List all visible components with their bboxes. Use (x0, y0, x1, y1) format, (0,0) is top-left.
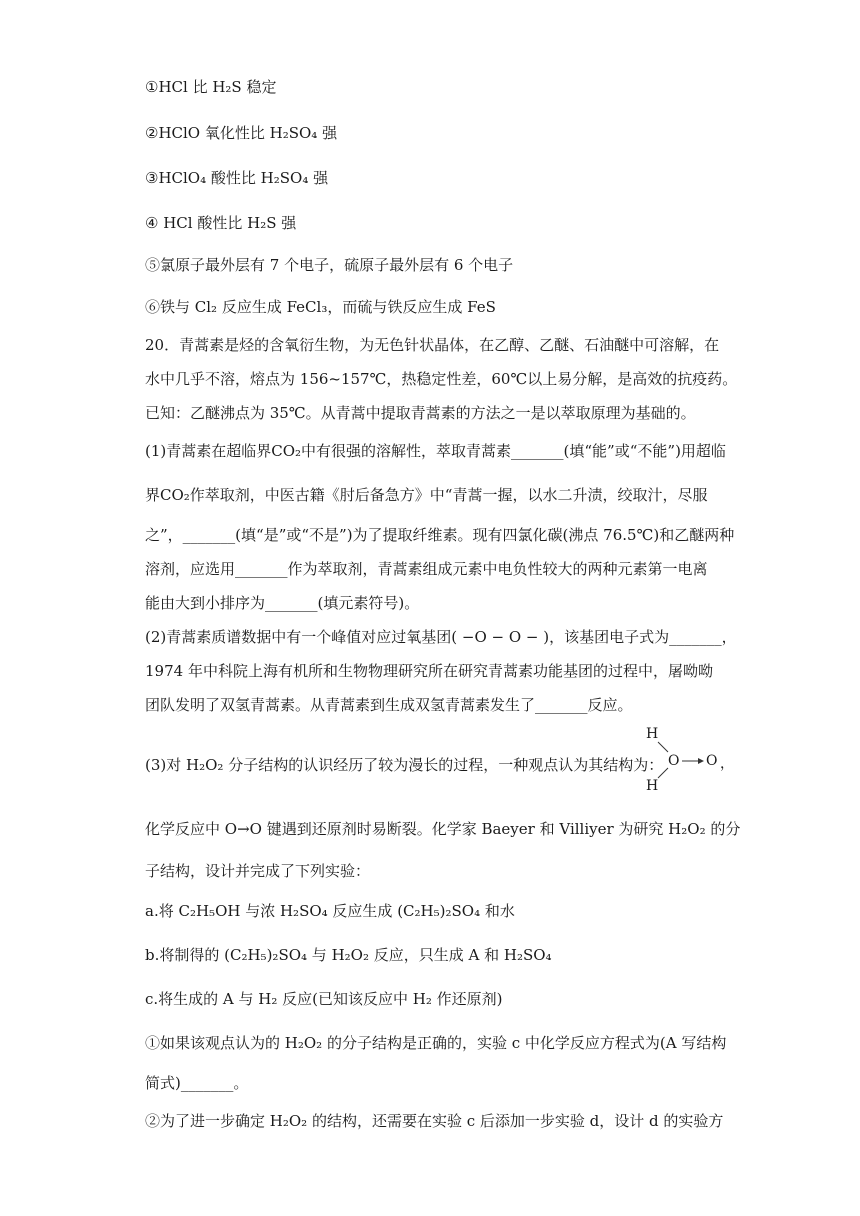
question-20-stem-line-3: 已知：乙醚沸点为 35℃。从青蒿中提取青蒿素的方法之一是以萃取原理为基础的。 (145, 404, 696, 422)
structure-o-left: O (668, 753, 680, 769)
question-20-stem-line-1: 20．青蒿素是烃的含氧衍生物，为无色针状晶体，在乙醇、乙醚、石油醚中可溶解，在 (145, 336, 720, 354)
h2o2-structure-diagram (640, 726, 734, 798)
part-2-line-2: 1974 年中科院上海有机所和生物物理研究所在研究青蒿素功能基团的过程中，屠呦呦 (145, 662, 713, 680)
experiment-b: b.将制得的 (C₂H₅)₂SO₄ 与 H₂O₂ 反应，只生成 A 和 H₂SO₄ (145, 946, 552, 964)
subquestion-1-line-2: 简式)_______。 (145, 1074, 249, 1092)
option-3: ③HClO₄ 酸性比 H₂SO₄ 强 (145, 169, 329, 187)
part-3-line-1: (3)对 H₂O₂ 分子结构的认识经历了较为漫长的过程，一种观点认为其结构为： (145, 756, 664, 774)
part-1-line-4: 溶剂，应选用_______作为萃取剂，青蒿素组成元素中电负性较大的两种元素第一电离 (145, 560, 708, 578)
part-3-line-2: 化学反应中 O→O 键遇到还原剂时易断裂。化学家 Baeyer 和 Villiyer 为研究 H₂O₂ 的分 (145, 820, 741, 838)
part-3-line-3: 子结构，设计并完成了下列实验： (145, 862, 371, 880)
structure-trailing-comma: ， (720, 756, 734, 772)
part-2-line-3: 团队发明了双氢青蒿素。从青蒿素到生成双氢青蒿素发生了_______反应。 (145, 696, 633, 714)
structure-o-right: O (706, 753, 718, 769)
subquestion-1-line-1: ①如果该观点认为的 H₂O₂ 的分子结构是正确的，实验 c 中化学反应方程式为(A 写结构 (145, 1034, 727, 1052)
structure-h-top: H (646, 726, 659, 742)
part-1-line-2: 界CO₂作萃取剂，中医古籍《肘后备急方》中“青蒿一握，以水二升渍，绞取汁，尽服 (145, 486, 708, 504)
part-1-line-3: 之”，_______(填“是”或“不是”)为了提取纤维素。现有四氯化碳(沸点 76.5℃)和乙醚两种 (145, 526, 735, 544)
option-6: ⑥铁与 Cl₂ 反应生成 FeCl₃，而硫与铁反应生成 FeS (145, 298, 496, 316)
part-1-line-5: 能由大到小排序为_______(填元素符号)。 (145, 594, 420, 612)
option-2: ②HClO 氧化性比 H₂SO₄ 强 (145, 124, 338, 142)
option-1: ①HCl 比 H₂S 稳定 (145, 78, 277, 96)
option-5: ⑤氯原子最外层有 7 个电子，硫原子最外层有 6 个电子 (145, 256, 514, 274)
structure-h-bottom: H (646, 778, 659, 794)
question-20-stem-line-2: 水中几乎不溶，熔点为 156~157℃，热稳定性差，60℃以上易分解，是高效的抗疫药。 (145, 370, 738, 388)
part-1-line-1: (1)青蒿素在超临界CO₂中有很强的溶解性，萃取青蒿素_______(填“能”或“不能”)用超临 (145, 442, 726, 460)
experiment-a: a.将 C₂H₅OH 与浓 H₂SO₄ 反应生成 (C₂H₅)₂SO₄ 和水 (145, 902, 515, 920)
part-2-line-1: (2)青蒿素质谱数据中有一个峰值对应过氧基团( −O − O − )，该基团电子式为_______， (145, 628, 737, 646)
option-4: ④ HCl 酸性比 H₂S 强 (145, 214, 297, 232)
experiment-c: c.将生成的 A 与 H₂ 反应(已知该反应中 H₂ 作还原剂) (145, 990, 503, 1008)
subquestion-2-line-1: ②为了进一步确定 H₂O₂ 的结构，还需要在实验 c 后添加一步实验 d，设计 d 的实验方 (145, 1112, 724, 1130)
